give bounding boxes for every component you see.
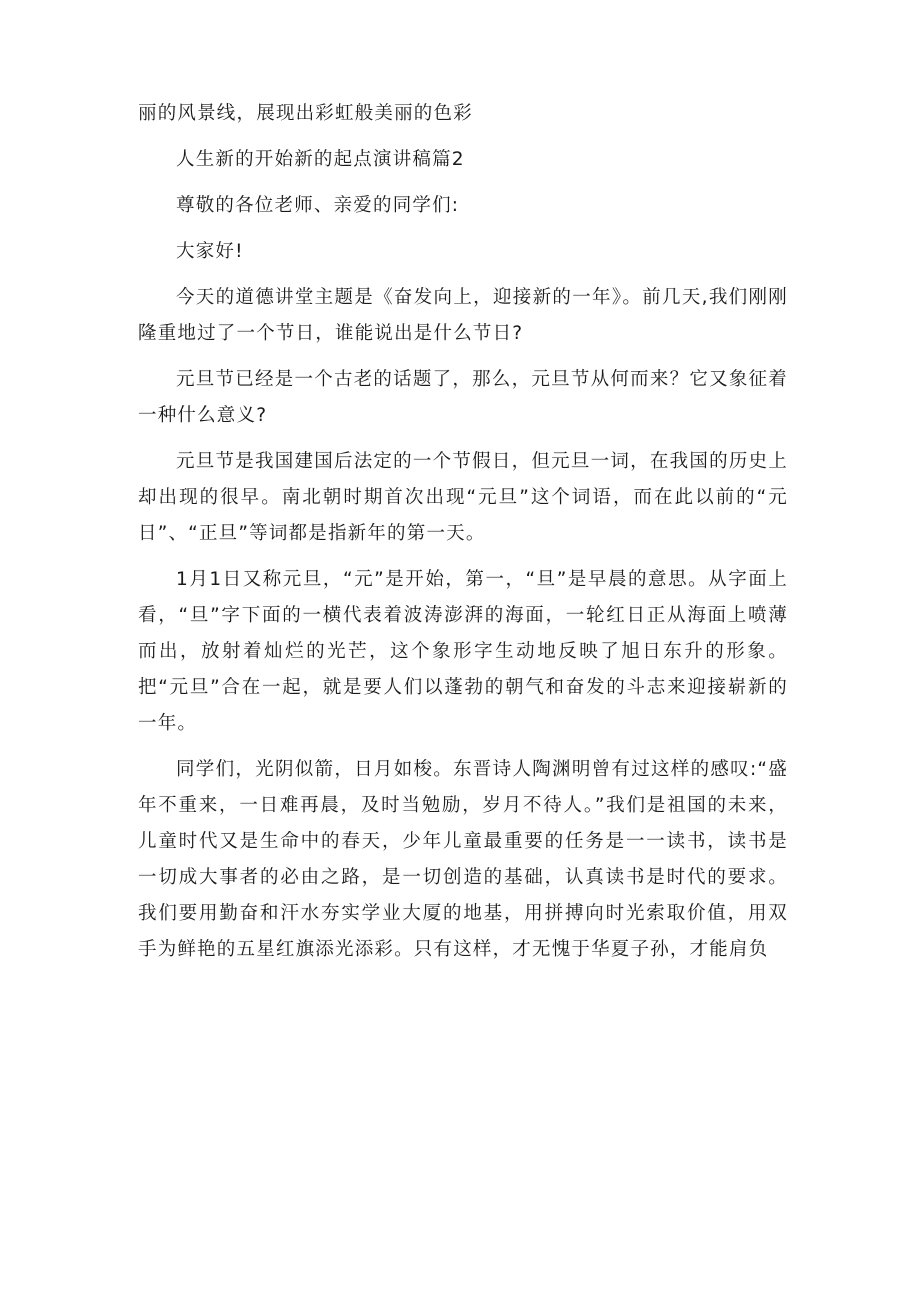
paragraph: 元旦节已经是一个古老的话题了，那么，元旦节从何而来？它又象征着一种什么意义? (138, 369, 788, 426)
paragraph: 1月1日又称元旦，“元”是开始，第一，“旦”是早晨的意思。从字面上看，“旦”字下面的一横代表着波涛澎湃的海面，一轮红日正从海面上喷薄而出，放射着灿烂的光芒，这个象形字生动地反映了旭日东升的形象。把“元旦”合在一起，就是要人们以蓬勃的朝气和奋发的斗志来迎接崭新的一年。 (138, 569, 788, 734)
paragraph-continuation: 丽的风景线，展现出彩虹般美丽的色彩 (138, 103, 473, 124)
paragraph: 今天的道德讲堂主题是《奋发向上，迎接新的一年》。前几天,我们刚刚隆重地过了一个节日，谁能说出是什么节日? (138, 287, 788, 344)
paragraph: 同学们，光阴似箭，日月如梭。东晋诗人陶渊明曾有过这样的感叹:“盛年不重来，一日难再晨，及时当勉励，岁月不待人。”我们是祖国的未来，儿童时代又是生命中的春天，少年儿童最重要的任务是一一读书，读书是一切成大事者的必由之路，是一切创造的基础，认真读书是时代的要求。我们要用勤奋和汗水夯实学业大厦的地基，用拼搏向时光索取价值，用双手为鲜艳的五星红旗添光添彩。只有这样，才无愧于华夏子孙，才能肩负 (138, 759, 788, 960)
greeting: 大家好! (176, 241, 244, 262)
document-body (138, 96, 788, 978)
paragraph: 元旦节是我国建国后法定的一个节假日，但元旦一词，在我国的历史上却出现的很早。南北朝时期首次出现“元旦”这个词语，而在此以前的“元日”、“正旦”等词都是指新年的第一天。 (138, 451, 788, 544)
section-title: 人生新的开始新的起点演讲稿篇2 (176, 149, 465, 170)
salutation: 尊敬的各位老师、亲爱的同学们: (176, 195, 460, 216)
